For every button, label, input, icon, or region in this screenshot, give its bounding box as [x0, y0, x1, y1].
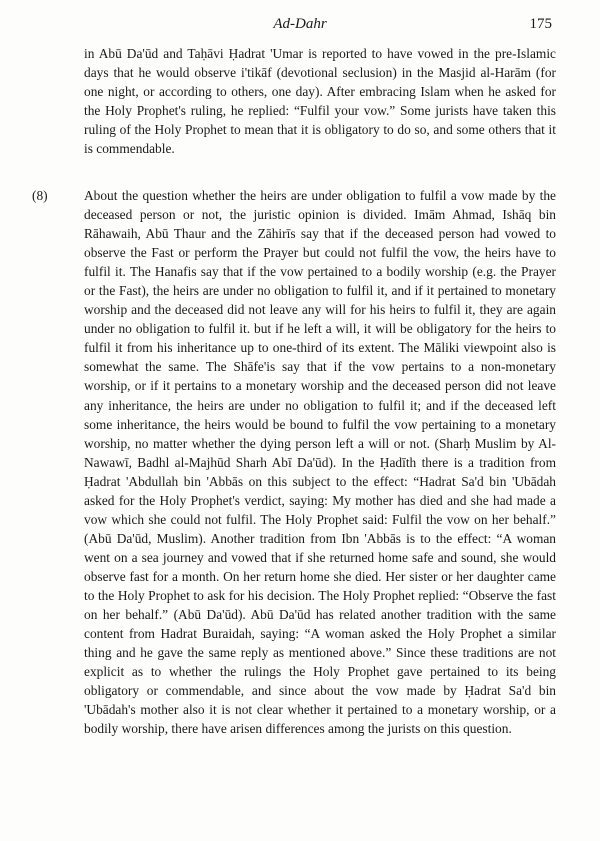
- paragraph-continuation: [84, 44, 556, 158]
- paragraph-text: About the question whether the heirs are under obligation to fulfil a vow made by the deceased person or not, the juristic opinion is divided. Imām Ahmad, Ishāq bin Rāhawaih, Abū Thaur and the Zāhirīs say that if the deceased person had vowed to observe the Fast or perform the Prayer but could not fulfil the vow, the heirs have to fulfil it. The Hanafis say that if the vow pertained to a bodily worship (e.g. the Prayer or the Fast), the heirs are under no obligation to fulfil it, and if it pertained to monetary worship and the deceased did not leave any will for his heirs to fulfil it, they are again under no obligation to fulfil it. but if he left a will, it will be obligatory for the heirs to fulfil it from his inheritance up to one-third of its extent. The Māliki viewpoint also is somewhat the same. The Shāfe'is say that if the vow pertains to a non-monetary worship, or if it pertains to a monetary worship and the deceased person did not leave any inheritance, the heirs are under no obligation to fulfil it; and if the deceased left some inheritance, the heirs would be bound to fulfil the vow pertaining to a monetary worship, no matter whether the dying person left a will or not. (Sharḥ Muslim by Al-Nawawī, Badhl al-Majhūd Sharh Abī Da'ūd). In the Ḥadīth there is a tradition from Ḥadrat 'Abdullah bin 'Abbās on this subject to the effect: “Hadrat Sa'd bin 'Ubādah asked for the Holy Prophet's verdict, saying: My mother has died and she had made a vow which she could not fulfil. The Holy Prophet said: Fulfil the vow on her behalf.” (Abū Da'ūd, Muslim). Another tradition from Ibn 'Abbās is to the effect: “A woman went on a sea journey and vowed that if she returned home safe and sound, she would observe fast for a month. On her return home she died. Her sister or her daughter came to the Holy Prophet to ask for his decision. The Holy Prophet replied: “Observe the fast on her behalf.” (Abū Da'ūd). Abū Da'ūd has related another tradition with the same content from Hadrat Buraidah, saying: “A woman asked the Holy Prophet a similar thing and he gave the same reply as mentioned above.” Since these traditions are not explicit as to whether the rulings the Holy Prophet gave pertained to its being obligatory or commendable, and since about the vow made by Ḥadrat Sa'd bin 'Ubādah's mother also it is not clear whether it pertained to a monetary worship, or a bodily worship, there have arisen differences among the jurists on this question.: [84, 188, 556, 737]
- page-header: [0, 14, 600, 36]
- running-title: Ad-Dahr: [273, 16, 327, 32]
- paragraph-note-8: [84, 186, 556, 738]
- page-number: 175: [529, 16, 552, 32]
- paragraph-marker: (8): [32, 188, 48, 203]
- paragraph-text: in Abū Da'ūd and Taḥāvi Ḥadrat 'Umar is reported to have vowed in the pre-Islamic days that he would observe i'tikāf (devotional seclusion) in the Masjid al-Harām (for one night, or according to others, one day). After embracing Islam when he asked for the Holy Prophet's ruling, he replied: “Fulfil your vow.” Some jurists have taken this ruling of the Holy Prophet to mean that it is obligatory to do so, and some others that it is commendable.: [84, 46, 556, 157]
